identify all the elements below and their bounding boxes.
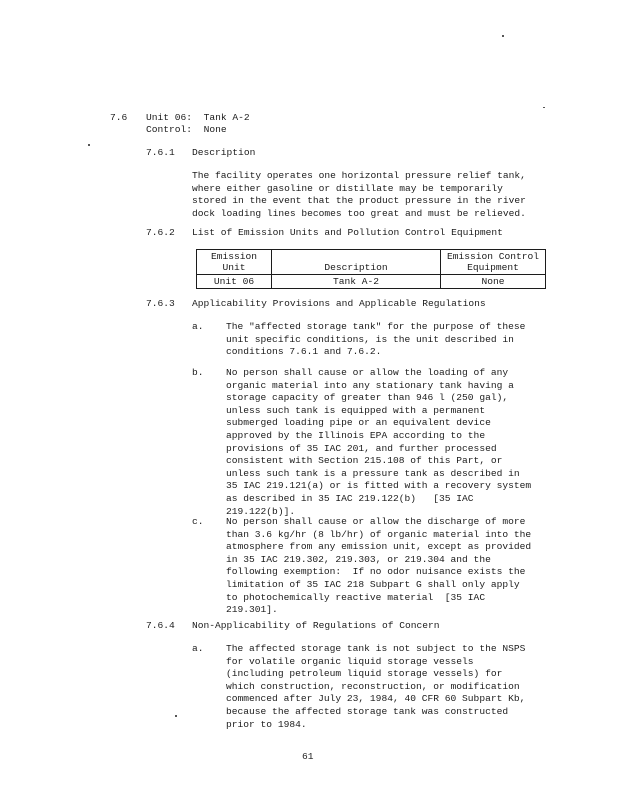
scan-speck [88, 144, 90, 146]
table-cell: None [441, 275, 546, 289]
paragraph-line: The affected storage tank is not subject to the NSPS [226, 643, 526, 654]
table-header-cell: Emission Unit [197, 250, 272, 275]
paragraph-line: approved by the Illinois EPA according to the [226, 429, 486, 441]
page-number: 61 [302, 751, 314, 762]
table-cell: Tank A-2 [272, 275, 441, 289]
paragraph-line: stored in the event that the product pressure in the river [192, 195, 526, 207]
item-paragraph [226, 367, 531, 518]
item-paragraph [226, 643, 525, 731]
unit-line: Unit 06: Tank A-2 [146, 112, 250, 123]
subsection-number: 7.6.1 [146, 147, 175, 158]
table-row [197, 275, 546, 289]
control-line: Control: None [146, 124, 227, 135]
item-letter: a. [192, 643, 204, 654]
paragraph-line: The facility operates one horizontal pressure relief tank, [192, 170, 526, 181]
paragraph-line: atmosphere from any emission unit, except as provided [226, 541, 532, 553]
paragraph-line: prior to 1984. [226, 718, 307, 730]
paragraph-line: consistent with Section 215.108 of this Part, or [226, 455, 503, 467]
paragraph-line: which construction, reconstruction, or modification [226, 680, 520, 692]
item-letter: a. [192, 321, 204, 332]
paragraph-line: No person shall cause or allow the discharge of more [226, 516, 526, 527]
item-paragraph [226, 321, 525, 359]
item-letter: c. [192, 516, 204, 527]
paragraph-line: commenced after July 23, 1984, 40 CFR 60 Subpart Kb, [226, 693, 526, 705]
paragraph-line: unless such tank is a pressure tank as described in [226, 467, 520, 479]
paragraph-line: storage capacity of greater than 946 l (250 gal), [226, 392, 509, 404]
subsection-number: 7.6.4 [146, 620, 175, 631]
scan-speck [175, 715, 177, 717]
table-header-cell: Description [272, 250, 441, 275]
table-cell: Unit 06 [197, 275, 272, 289]
emission-units-table [196, 249, 546, 289]
paragraph-line: 219.301]. [226, 604, 278, 616]
paragraph-line: as described in 35 IAC 219.122(b) [35 IAC [226, 492, 474, 504]
paragraph-line: than 3.6 kg/hr (8 lb/hr) of organic material into the [226, 528, 532, 540]
table-header-row [197, 250, 546, 275]
scan-speck [543, 107, 545, 108]
paragraph-line: No person shall cause or allow the loading of any [226, 367, 509, 378]
subsection-number: 7.6.3 [146, 298, 175, 309]
paragraph-line: (including petroleum liquid storage vessels) for [226, 668, 503, 680]
paragraph-line: 219.122(b)]. [226, 505, 296, 517]
paragraph-line: conditions 7.6.1 and 7.6.2. [226, 346, 382, 358]
paragraph-line: where either gasoline or distillate may be temporarily [192, 182, 503, 194]
subsection-heading: Non-Applicability of Regulations of Concern [192, 620, 440, 631]
paragraph-line: limitation of 35 IAC 218 Subpart G shall only apply [226, 578, 520, 590]
description-paragraph [192, 170, 526, 220]
paragraph-line: organic material into any stationary tank having a [226, 379, 514, 391]
paragraph-line: unless such tank is equipped with a permanent [226, 404, 486, 416]
paragraph-line: unit specific conditions, is the unit described in [226, 333, 514, 345]
paragraph-line: dock loading lines becomes too great and must be relieved. [192, 207, 526, 219]
paragraph-line: 35 IAC 219.121(a) or is fitted with a recovery system [226, 480, 532, 492]
subsection-heading: List of Emission Units and Pollution Control Equipment [192, 227, 503, 238]
subsection-heading: Applicability Provisions and Applicable Regulations [192, 298, 486, 309]
scan-speck [502, 35, 504, 37]
paragraph-line: following exemption: If no odor nuisance exists the [226, 566, 526, 578]
paragraph-line: submerged loading pipe or an equivalent device [226, 417, 491, 429]
section-number: 7.6 [110, 112, 128, 123]
item-letter: b. [192, 367, 204, 378]
paragraph-line: provisions of 35 IAC 201, and further processed [226, 442, 497, 454]
subsection-heading: Description [192, 147, 256, 158]
paragraph-line: to photochemically reactive material [35 IAC [226, 591, 486, 603]
paragraph-line: because the affected storage tank was constructed [226, 705, 509, 717]
item-paragraph [226, 516, 531, 617]
paragraph-line: The "affected storage tank" for the purpose of these [226, 321, 526, 332]
paragraph-line: in 35 IAC 219.302, 219.303, or 219.304 and the [226, 553, 491, 565]
paragraph-line: for volatile organic liquid storage vessels [226, 655, 474, 667]
table-header-cell: Emission Control Equipment [441, 250, 546, 275]
subsection-number: 7.6.2 [146, 227, 175, 238]
